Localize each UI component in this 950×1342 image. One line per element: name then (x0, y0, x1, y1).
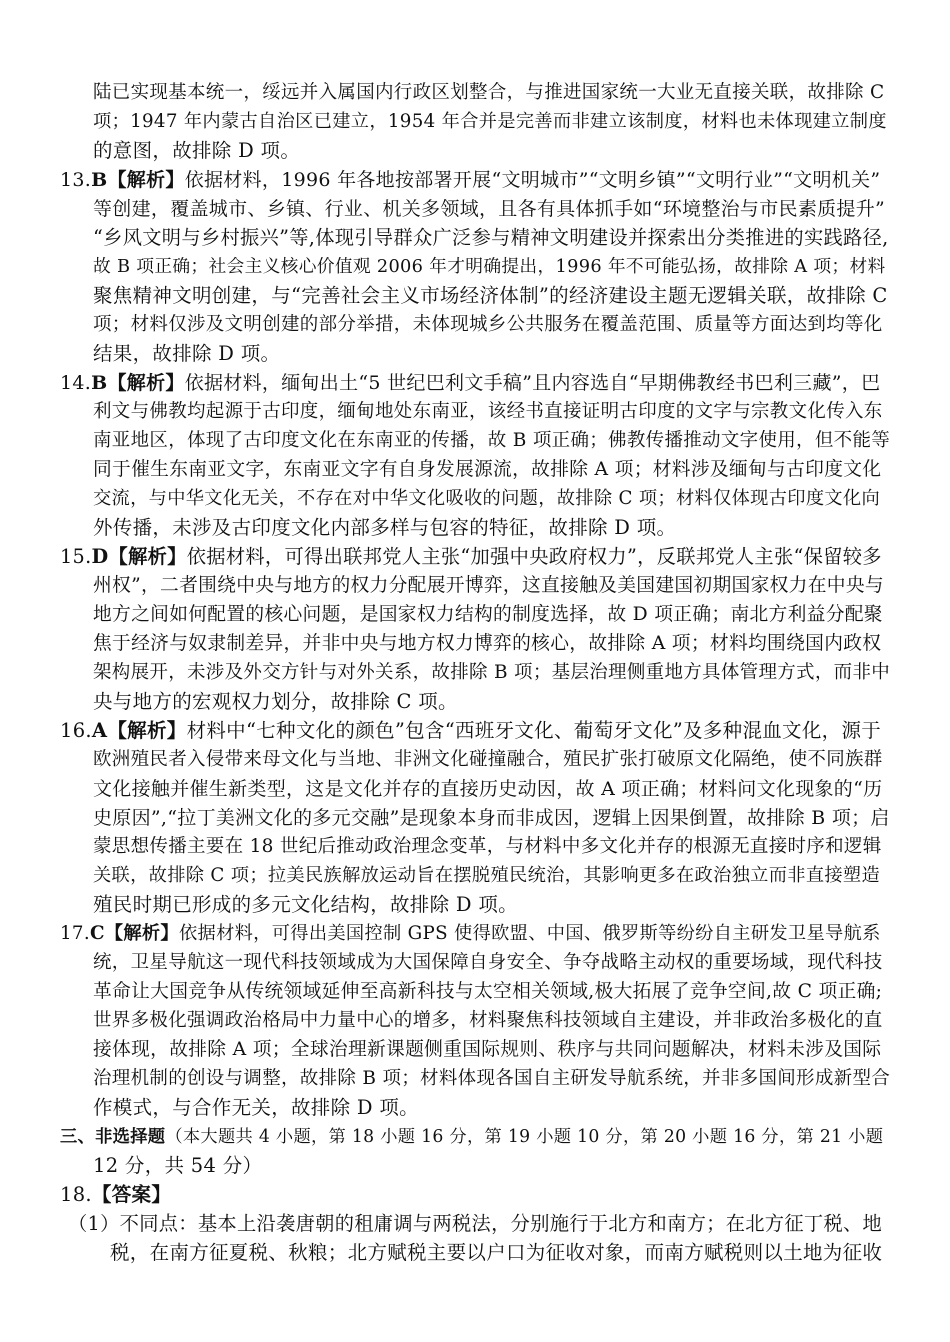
q17-first-text: 依据材料，可得出美国控制 GPS 使得欧盟、中国、俄罗斯等纷纷自主研发卫星导航系 (178, 923, 881, 944)
q16-number: 16. (60, 719, 92, 742)
q16-first-line (60, 719, 881, 743)
q15-answer: D (91, 545, 109, 568)
q18-part1-first (68, 1212, 882, 1236)
q16-tag: 【解析】 (107, 719, 187, 742)
q15-first-line (60, 545, 882, 569)
section3-heading (60, 1125, 883, 1149)
q16-first-text: 材料中“七种文化的颜色”包含“西班牙文化、葡萄牙文化”及多种混血文化，源于 (186, 719, 882, 742)
q14-number: 14. (60, 372, 92, 394)
q18-number: 18. (60, 1183, 92, 1206)
q15-line: 焦于经济与奴隶制差异，并非中央与地方权力博弈的核心，故排除 A 项；材料均围绕国内政权 (93, 633, 882, 654)
q17-line: 作模式，与合作无关，故排除 D 项。 (93, 1096, 419, 1119)
q13-line: 项；材料仅涉及文明创建的部分举措，未体现城乡公共服务在覆盖范围、质量等方面达到均等化 (93, 314, 883, 335)
intro-line-1: 陆已实现基本统一，绥远并入属国内行政区划整合，与推进国家统一大业无直接关联，故排除 C (93, 82, 885, 103)
q16-line: 欧洲殖民者入侵带来母文化与当地、非洲文化碰撞融合，殖民扩张打破原文化隔绝，使不同族群 (93, 749, 883, 770)
q18-part1-text: 不同点：基本上沿袭唐朝的租庸调与两税法，分别施行于北方和南方；在北方征丁税、地 (119, 1212, 883, 1235)
q14-line: 同于催生东南亚文字，东南亚文字有自身发展源流，故排除 A 项；材料涉及缅甸与古印度文化 (93, 459, 882, 480)
q16-line: 殖民时期已形成的多元文化结构，故排除 D 项。 (93, 893, 518, 916)
q15-line: 央与地方的宏观权力划分，故排除 C 项。 (93, 690, 458, 713)
q13-number: 13. (60, 169, 92, 191)
q15-number: 15. (60, 545, 92, 568)
intro-line-3: 的意图，故排除 D 项。 (93, 139, 301, 162)
q17-number: 17. (60, 923, 90, 944)
q13-line: “乡风文明与乡村振兴”等,体现引导群众广泛参与精神文明建设并探索出分类推进的实践路径, (93, 226, 889, 249)
q17-line: 世界多极化强调政治格局中力量中心的增多，材料聚焦科技领域自主建设，并非政治多极化的直 (93, 1010, 883, 1031)
q13-line: 故 B 项正确；社会主义核心价值观 2006 年才明确提出，1996 年不可能弘扬，故排除 A 项；材料 (93, 257, 886, 277)
q14-first-line (60, 371, 880, 395)
q17-tag: 【解析】 (104, 923, 179, 944)
q17-line: 接体现，故排除 A 项；全球治理新课题侧重国际规则、秩序与共同问题解决，材料未涉及国际 (93, 1039, 882, 1060)
q18-part1-line2: 税，在南方征夏税、秋粮；北方赋税主要以户口为征收对象，而南方赋税则以土地为征收 (110, 1241, 883, 1264)
q17-line: 统，卫星导航这一现代科技领域成为大国保障自身安全、争夺战略主动权的重要场域，现代科技 (93, 952, 883, 973)
q16-line: 史原因”,“拉丁美洲文化的多元交融”是现象本身而非成因，逻辑上因果倒置，故排除 B 项；启 (93, 807, 890, 829)
q18-part1-label: （1） (68, 1212, 120, 1235)
q14-first-text: 依据材料，缅甸出土“5 世纪巴利文手稿”且内容选自“早期佛教经书巴利三藏”，巴 (184, 372, 881, 394)
q13-line: 聚焦精神文明创建，与“完善社会主义市场经济体制”的经济建设主题无逻辑关联，故排除 C (93, 284, 888, 307)
q17-line: 治理机制的创设与调整，故排除 B 项；材料体现各国自主研发导航系统，并非多国间形成新型合 (93, 1068, 891, 1089)
q13-line: 结果，故排除 D 项。 (93, 342, 281, 365)
q15-line: 州权”，二者围绕中央与地方的权力分配展开博弈，这直接触及美国建国初期国家权力在中央与 (93, 575, 884, 596)
q13-first-line (60, 168, 880, 192)
q14-line: 外传播，未涉及古印度文化内部多样与包容的特征，故排除 D 项。 (93, 516, 677, 539)
q13-first-text: 依据材料，1996 年各地按部署开展“文明城市”“文明乡镇”“文明行业”“文明机关” (184, 169, 881, 191)
q16-line: 蒙思想传播主要在 18 世纪后推动政治理念变革，与材料中多文化并存的根源无直接时序和逻辑 (93, 836, 882, 857)
q15-first-text: 依据材料，可得出联邦党人主张“加强中央政府权力”，反联邦党人主张“保留较多 (186, 545, 882, 568)
q17-answer: C (89, 923, 105, 944)
q15-line: 地方之间如何配置的核心问题，是国家权力结构的制度选择，故 D 项正确；南北方利益分配聚 (93, 604, 883, 625)
q14-line: 交流，与中华文化无关，不存在对中华文化吸收的问题，故排除 C 项；材料仅体现古印度文化向 (93, 488, 881, 509)
section3-desc-line2: 12 分，共 54 分） (93, 1154, 263, 1177)
q13-answer: B (91, 169, 108, 191)
q18-heading (60, 1183, 171, 1207)
q13-line: 等创建，覆盖城市、乡镇、行业、机关多领域，且各有具体抓手如“环境整治与市民素质提升” (93, 198, 886, 220)
q13-tag: 【解析】 (107, 169, 185, 191)
q16-line: 文化接触并催生新类型，这是文化并存的直接历史动因，故 A 项正确；材料问文化现象的“历 (93, 778, 883, 800)
q18-tag: 【答案】 (91, 1183, 172, 1206)
intro-line-2: 项；1947 年内蒙古自治区已建立，1954 年合并是完善而非建立该制度，材料也未体现建立制度 (93, 111, 887, 132)
q14-line: 南亚地区，体现了古印度文化在东南亚的传播，故 B 项正确；佛教传播推动文字使用，但不能等 (93, 430, 891, 451)
q15-line: 架构展开，未涉及外交方针与对外关系，故排除 B 项；基层治理侧重地方具体管理方式，而非中 (93, 662, 891, 683)
q17-line: 革命让大国竞争从传统领域延伸至高新科技与太空相关领域,极大拓展了竞争空间,故 C 项正确; (93, 981, 883, 1002)
section3-title: 三、非选择题 (60, 1127, 166, 1147)
q14-tag: 【解析】 (107, 372, 185, 394)
q16-line: 关联，故排除 C 项；拉美民族解放运动旨在摆脱殖民统治，其影响更多在政治独立而非直接塑造 (93, 865, 881, 886)
section3-desc: （本大题共 4 小题，第 18 小题 16 分，第 19 小题 10 分，第 20 小题 16 分，第 21 小题 (165, 1127, 884, 1147)
q15-tag: 【解析】 (108, 545, 187, 568)
q17-first-line (60, 922, 881, 946)
q16-answer: A (91, 719, 108, 742)
q14-answer: B (91, 372, 108, 394)
q14-line: 利文与佛教均起源于古印度，缅甸地处东南亚，该经书直接证明古印度的文字与宗教文化传入东 (93, 401, 883, 422)
